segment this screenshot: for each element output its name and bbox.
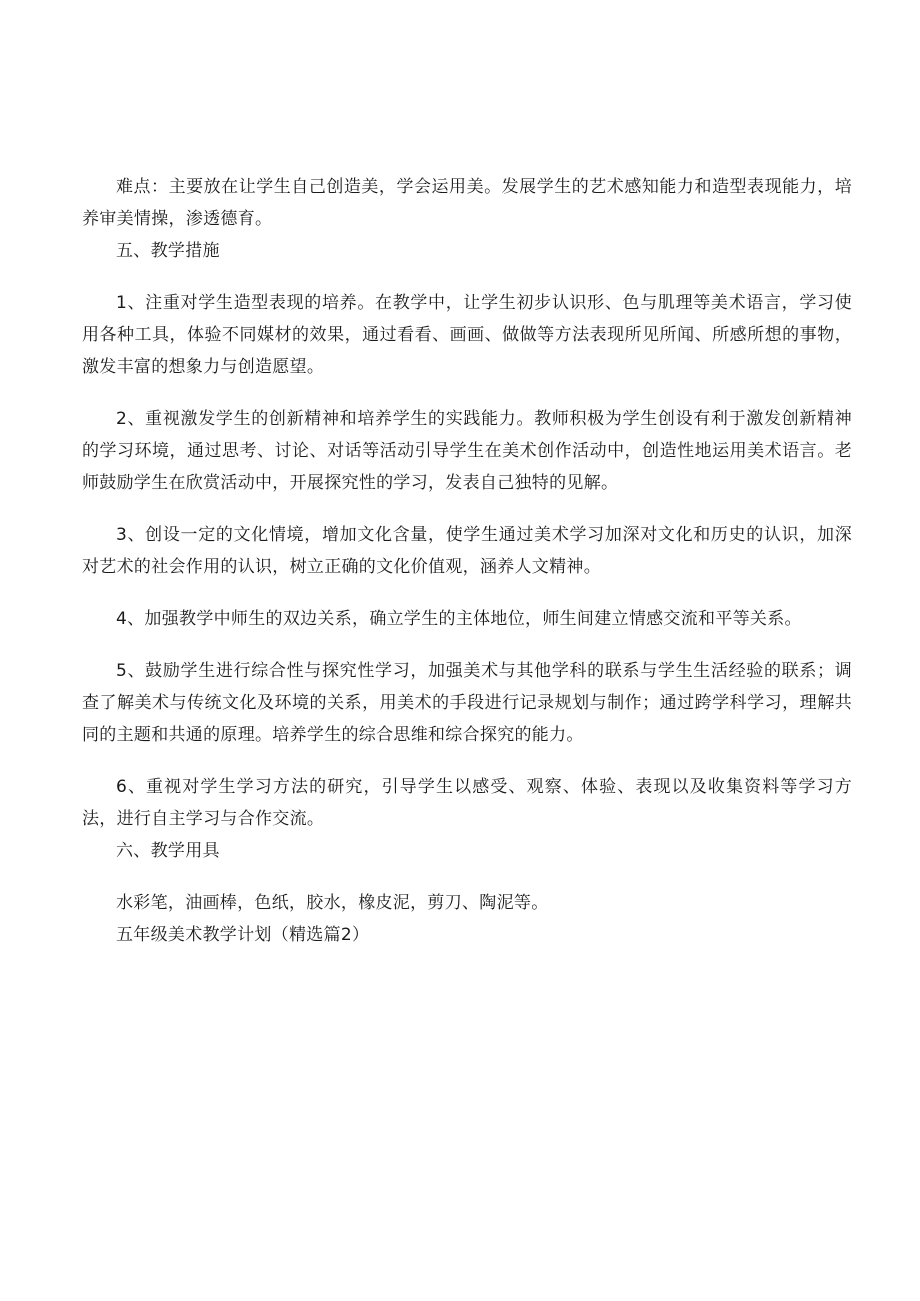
- paragraph-tools-list: 水彩笔，油画棒，色纸，胶水，橡皮泥，剪刀、陶泥等。: [116, 893, 549, 913]
- paragraph-measure-3: 3、创设一定的文化情境，增加文化含量，使学生通过美术学习加深对文化和历史的认识，加深对艺术的社会作用的认识，树立正确的文化价值观，涵养人文精神。: [82, 525, 852, 577]
- heading-teaching-measures: 五、教学措施: [116, 241, 220, 261]
- document-body: [82, 171, 852, 951]
- paragraph-measure-4: 4、加强教学中师生的双边关系，确立学生的主体地位，师生间建立情感交流和平等关系。: [116, 609, 802, 629]
- paragraph-measure-5: 5、鼓励学生进行综合性与探究性学习，加强美术与其他学科的联系与学生生活经验的联系；调查了解美术与传统文化及环境的关系，用美术的手段进行记录规划与制作；通过跨学科学习，理解共同的主题和共通的原理。培养学生的综合思维和综合探究的能力。: [82, 661, 852, 745]
- paragraph-measure-6: 6、重视对学生学习方法的研究，引导学生以感受、观察、体验、表现以及收集资料等学习方法，进行自主学习与合作交流。: [82, 777, 852, 829]
- section-title-next: 五年级美术教学计划（精选篇2）: [116, 925, 370, 945]
- paragraph-measure-1: 1、注重对学生造型表现的培养。在教学中，让学生初步认识形、色与肌理等美术语言，学习使用各种工具，体验不同媒材的效果，通过看看、画画、做做等方法表现所见所闻、所感所想的事物，激发丰富的想象力与创造愿望。: [82, 293, 852, 377]
- heading-teaching-tools: 六、教学用具: [116, 841, 220, 861]
- paragraph-difficulty: 难点：主要放在让学生自己创造美，学会运用美。发展学生的艺术感知能力和造型表现能力，培养审美情操，渗透德育。: [82, 177, 852, 229]
- paragraph-measure-2: 2、重视激发学生的创新精神和培养学生的实践能力。教师积极为学生创设有利于激发创新精神的学习环境，通过思考、讨论、对话等活动引导学生在美术创作活动中，创造性地运用美术语言。老师鼓励学生在欣赏活动中，开展探究性的学习，发表自己独特的见解。: [82, 409, 852, 493]
